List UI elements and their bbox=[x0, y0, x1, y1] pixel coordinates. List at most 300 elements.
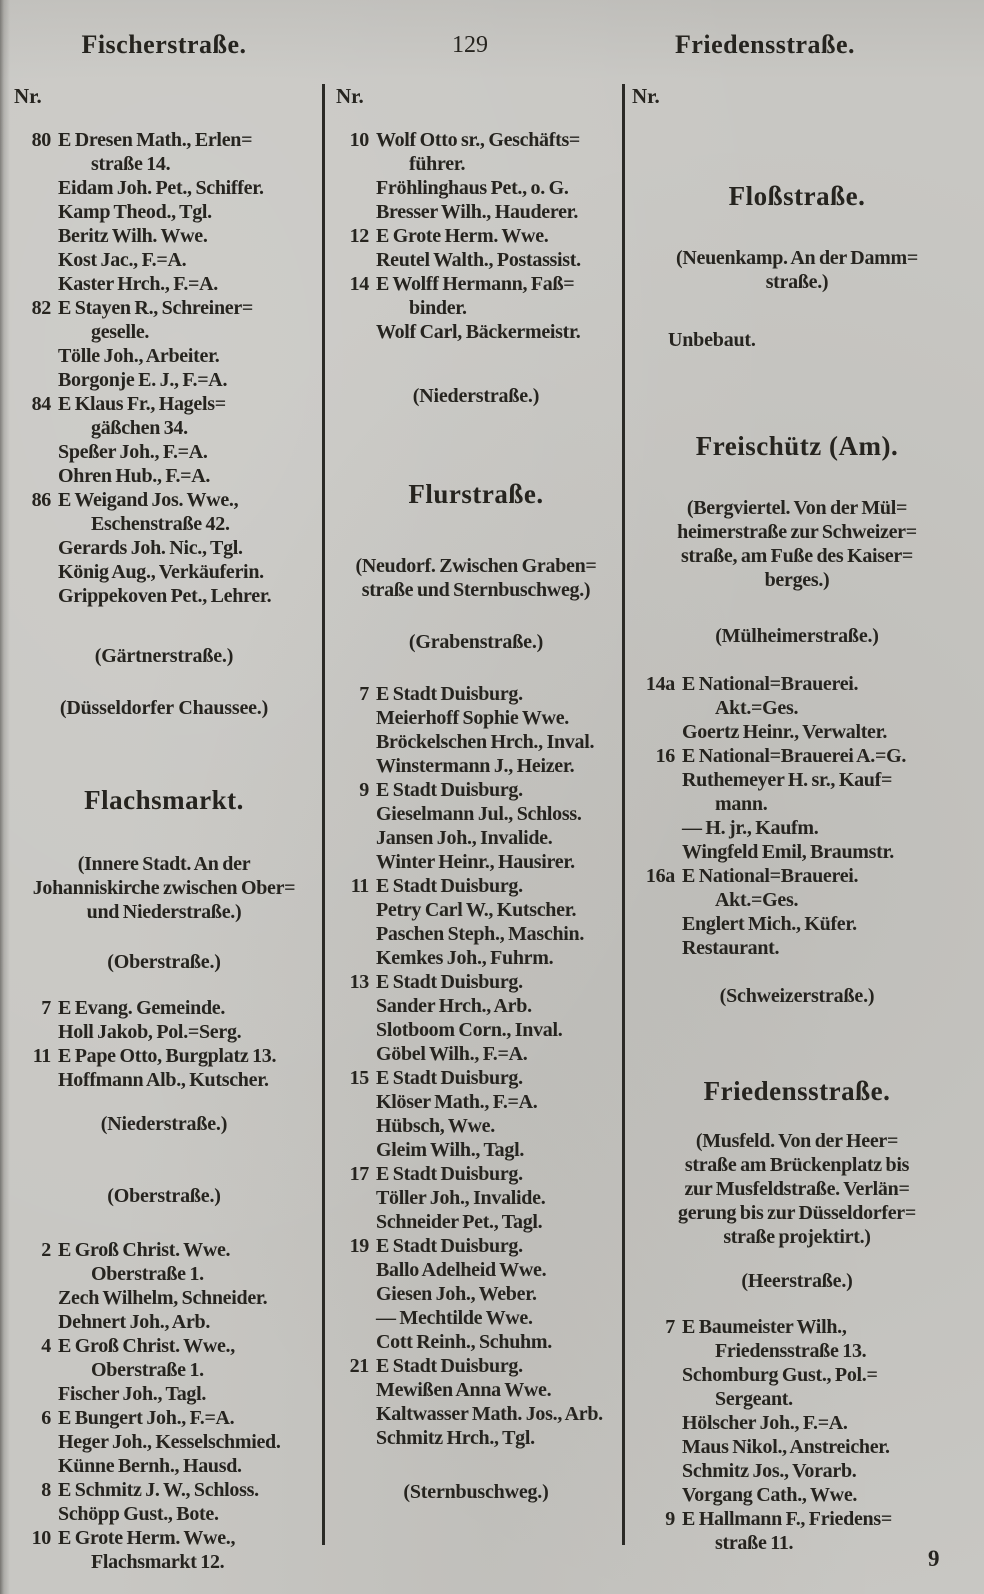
entry-row bbox=[14, 248, 314, 272]
cross-street-note: (Schweizerstraße.) bbox=[719, 985, 875, 1007]
entry-row bbox=[336, 320, 616, 344]
entry-row bbox=[14, 1550, 314, 1574]
entry-text: Kaster Hrch., F.=A. bbox=[58, 273, 218, 295]
entry-number bbox=[14, 224, 58, 248]
entry-text: E Stadt Duisburg. bbox=[376, 779, 523, 801]
entry-row bbox=[336, 826, 616, 850]
entry-number bbox=[632, 888, 682, 912]
cross-street-note: (Düsseldorfer Chaussee.) bbox=[59, 697, 269, 719]
entry-number bbox=[632, 912, 682, 936]
entry-number: 21 bbox=[349, 1355, 369, 1377]
entry-row bbox=[336, 1018, 616, 1042]
entry-row bbox=[14, 488, 314, 512]
entry-row bbox=[632, 912, 962, 936]
entry-number bbox=[632, 792, 682, 816]
entry-text: E Stadt Duisburg. bbox=[376, 1235, 523, 1257]
entry-text: Künne Bernh., Hausd. bbox=[58, 1455, 242, 1477]
entry-row bbox=[632, 744, 962, 768]
district-note-line: heimerstraße zur Schweizer= bbox=[677, 521, 917, 543]
district-note-line: (Innere Stadt. An der bbox=[77, 853, 251, 875]
running-head-right: Friedensstraße. bbox=[674, 30, 856, 59]
entry-number: 7 bbox=[41, 997, 51, 1019]
entry-number bbox=[336, 1210, 376, 1234]
entry-text: Tölle Joh., Arbeiter. bbox=[58, 345, 220, 367]
entry-row bbox=[14, 200, 314, 224]
entry-text: E Stadt Duisburg. bbox=[376, 971, 523, 993]
entry-number bbox=[336, 1306, 376, 1330]
entry-number bbox=[336, 922, 376, 946]
entry-text: Bröckelschen Hrch., Inval. bbox=[376, 731, 595, 753]
entry-number bbox=[632, 816, 682, 840]
entry-text: Paschen Steph., Maschin. bbox=[376, 923, 585, 945]
entry-text: Schöpp Gust., Bote. bbox=[58, 1503, 219, 1525]
entry-number bbox=[14, 512, 58, 536]
entry-number bbox=[336, 754, 376, 778]
entry-row bbox=[336, 1426, 616, 1450]
entry-row bbox=[14, 296, 314, 320]
entry-row bbox=[632, 864, 962, 888]
entry-text: Gleim Wilh., Tagl. bbox=[376, 1139, 525, 1161]
entry-row bbox=[632, 720, 962, 744]
entry-text: Ruthemeyer H. sr., Kauf= bbox=[682, 769, 893, 791]
district-note-line: (Neudorf. Zwischen Graben= bbox=[355, 555, 597, 577]
entry-number bbox=[336, 730, 376, 754]
district-note bbox=[632, 1129, 962, 1249]
vacant-note: Unbebaut. bbox=[668, 329, 756, 351]
entry-row bbox=[632, 888, 962, 912]
entry-row bbox=[14, 440, 314, 464]
district-note-line: Johanniskirche zwischen Ober= bbox=[32, 877, 296, 899]
entry-number: 16 bbox=[655, 745, 675, 767]
entry-number bbox=[14, 1382, 58, 1406]
entry-text: E Klaus Fr., Hagels= bbox=[58, 393, 226, 415]
entry-row bbox=[14, 1286, 314, 1310]
cross-street-note: (Heerstraße.) bbox=[741, 1270, 853, 1292]
entry-text: E Stadt Duisburg. bbox=[376, 1067, 523, 1089]
entry-text: Vorgang Cath., Wwe. bbox=[682, 1484, 858, 1506]
entry-row bbox=[14, 1310, 314, 1334]
entry-text: Eschenstraße 42. bbox=[91, 513, 230, 535]
entry-number: 80 bbox=[31, 129, 51, 151]
entry-row bbox=[632, 1411, 962, 1435]
entry-number bbox=[14, 1430, 58, 1454]
entry-row bbox=[632, 1387, 962, 1411]
entry-text: Sergeant. bbox=[715, 1388, 793, 1410]
entry-row bbox=[336, 706, 616, 730]
entry-number bbox=[336, 1114, 376, 1138]
nr-column-label: Nr. bbox=[14, 84, 42, 108]
entry-number: 14 bbox=[349, 273, 369, 295]
entry-text: Borgonje E. J., F.=A. bbox=[58, 369, 228, 391]
entry-list bbox=[14, 1238, 314, 1574]
cross-street-note: (Niederstraße.) bbox=[100, 1113, 228, 1135]
entry-number: 7 bbox=[665, 1316, 675, 1338]
entry-number bbox=[14, 1358, 58, 1382]
entry-number bbox=[336, 1090, 376, 1114]
entry-text: Schmitz Hrch., Tgl. bbox=[376, 1427, 535, 1449]
entry-text: Töller Joh., Invalide. bbox=[376, 1187, 546, 1209]
column-rule-right bbox=[622, 84, 625, 1545]
entry-text: Winstermann J., Heizer. bbox=[376, 755, 575, 777]
entry-row bbox=[336, 802, 616, 826]
signature-mark: 9 bbox=[928, 1546, 940, 1571]
entry-row bbox=[336, 1258, 616, 1282]
entry-number bbox=[336, 1402, 376, 1426]
entry-row bbox=[336, 970, 616, 994]
entry-row bbox=[632, 1459, 962, 1483]
entry-row bbox=[336, 176, 616, 200]
entry-row bbox=[336, 1282, 616, 1306]
entry-number: 17 bbox=[349, 1163, 369, 1185]
entry-number bbox=[632, 696, 682, 720]
entry-text: binder. bbox=[409, 297, 467, 319]
district-note bbox=[14, 852, 314, 924]
entry-row bbox=[336, 682, 616, 706]
entry-number bbox=[14, 1068, 58, 1092]
entry-row bbox=[14, 224, 314, 248]
entry-row bbox=[336, 128, 616, 152]
entry-text: Beritz Wilh. Wwe. bbox=[58, 225, 208, 247]
entry-text: straße 14. bbox=[91, 153, 171, 175]
entry-number: 11 bbox=[350, 875, 369, 897]
entry-text: Slotboom Corn., Inval. bbox=[376, 1019, 563, 1041]
entry-text: Sander Hrch., Arb. bbox=[376, 995, 532, 1017]
entry-row bbox=[14, 176, 314, 200]
entry-text: mann. bbox=[715, 793, 768, 815]
entry-text: E Wolff Hermann, Faß= bbox=[376, 273, 575, 295]
entry-text: gäßchen 34. bbox=[91, 417, 188, 439]
entry-text: Eidam Joh. Pet., Schiffer. bbox=[58, 177, 264, 199]
entry-number bbox=[14, 1550, 58, 1574]
entry-row bbox=[14, 392, 314, 416]
entry-text: Englert Mich., Küfer. bbox=[682, 913, 857, 935]
entry-row bbox=[336, 248, 616, 272]
entry-text: E National=Brauerei A.=G. bbox=[682, 745, 907, 767]
entry-text: straße 11. bbox=[715, 1532, 794, 1554]
entry-text: Gerards Joh. Nic., Tgl. bbox=[58, 537, 243, 559]
entry-row bbox=[336, 1210, 616, 1234]
entry-number bbox=[14, 176, 58, 200]
entry-text: Ballo Adelheid Wwe. bbox=[376, 1259, 547, 1281]
nr-column-label: Nr. bbox=[632, 84, 660, 108]
entry-row bbox=[632, 840, 962, 864]
column-friedensstrasse bbox=[632, 84, 962, 1555]
entry-row bbox=[14, 1238, 314, 1262]
entry-row bbox=[336, 1330, 616, 1354]
column-rule-left bbox=[322, 84, 325, 1545]
district-note bbox=[336, 554, 616, 602]
entry-text: Cott Reinh., Schuhm. bbox=[376, 1331, 552, 1353]
entry-text: Hübsch, Wwe. bbox=[376, 1115, 495, 1137]
entry-text: Bresser Wilh., Hauderer. bbox=[376, 201, 579, 223]
entry-text: Fröhlinghaus Pet., o. G. bbox=[376, 177, 569, 199]
entry-number bbox=[632, 1459, 682, 1483]
entry-list bbox=[632, 1315, 962, 1555]
entry-number bbox=[14, 320, 58, 344]
entry-number bbox=[632, 720, 682, 744]
district-note-line: gerung bis zur Düsseldorfer= bbox=[678, 1202, 916, 1224]
entry-number bbox=[336, 200, 376, 224]
entry-text: E Weigand Jos. Wwe., bbox=[58, 489, 239, 511]
entry-row bbox=[336, 200, 616, 224]
entry-number bbox=[14, 440, 58, 464]
entry-row bbox=[14, 1068, 314, 1092]
entry-text: Petry Carl W., Kutscher. bbox=[376, 899, 577, 921]
entry-number bbox=[14, 464, 58, 488]
entry-number bbox=[14, 1310, 58, 1334]
entry-row bbox=[336, 778, 616, 802]
entry-number bbox=[14, 584, 58, 608]
district-note-line: berges.) bbox=[764, 569, 830, 591]
entry-row bbox=[14, 996, 314, 1020]
entry-row bbox=[14, 464, 314, 488]
entry-row bbox=[336, 224, 616, 248]
cross-street-note: (Oberstraße.) bbox=[107, 951, 221, 973]
entry-row bbox=[336, 946, 616, 970]
entry-text: Akt.=Ges. bbox=[715, 889, 799, 911]
entry-number bbox=[14, 1286, 58, 1310]
entry-row bbox=[632, 792, 962, 816]
entry-row bbox=[632, 1531, 962, 1555]
entry-number bbox=[336, 296, 376, 320]
entry-number bbox=[336, 248, 376, 272]
entry-text: E Schmitz J. W., Schloss. bbox=[58, 1479, 259, 1501]
entry-number bbox=[336, 1018, 376, 1042]
entry-row bbox=[632, 1507, 962, 1531]
entry-number bbox=[14, 560, 58, 584]
entry-number: 84 bbox=[31, 393, 51, 415]
entry-number bbox=[14, 1502, 58, 1526]
entry-text: E National=Brauerei. bbox=[682, 865, 859, 887]
entry-number bbox=[632, 936, 682, 960]
entry-text: E Stayen R., Schreiner= bbox=[58, 297, 254, 319]
entry-row bbox=[632, 936, 962, 960]
district-note-line: (Bergviertel. Von der Mül= bbox=[686, 497, 908, 519]
entry-row bbox=[14, 560, 314, 584]
entry-text: Fischer Joh., Tagl. bbox=[58, 1383, 207, 1405]
entry-row bbox=[336, 874, 616, 898]
entry-number bbox=[336, 1426, 376, 1450]
entry-number bbox=[336, 1330, 376, 1354]
district-note-line: und Niederstraße.) bbox=[86, 901, 242, 923]
entry-row bbox=[14, 1430, 314, 1454]
cross-street-note: (Mülheimerstraße.) bbox=[715, 625, 879, 647]
entry-row bbox=[14, 512, 314, 536]
entry-row bbox=[336, 922, 616, 946]
entry-number bbox=[632, 1531, 682, 1555]
entry-text: E Baumeister Wilh., bbox=[682, 1316, 847, 1338]
entry-row bbox=[632, 1435, 962, 1459]
entry-row bbox=[14, 320, 314, 344]
entry-number bbox=[632, 1339, 682, 1363]
district-note-line: straße projektirt.) bbox=[723, 1226, 871, 1248]
entry-number: 14a bbox=[645, 673, 675, 695]
entry-text: Kost Jac., F.=A. bbox=[58, 249, 187, 271]
entry-text: Gieselmann Jul., Schloss. bbox=[376, 803, 582, 825]
entry-row bbox=[336, 994, 616, 1018]
entry-text: E Stadt Duisburg. bbox=[376, 875, 523, 897]
entry-number bbox=[336, 1042, 376, 1066]
entry-row bbox=[632, 768, 962, 792]
entry-text: Kamp Theod., Tgl. bbox=[58, 201, 212, 223]
entry-number bbox=[336, 1186, 376, 1210]
entry-text: Meierhoff Sophie Wwe. bbox=[376, 707, 569, 729]
entry-row bbox=[14, 344, 314, 368]
entry-text: Ohren Hub., F.=A. bbox=[58, 465, 211, 487]
entry-number bbox=[14, 1454, 58, 1478]
entry-number: 13 bbox=[349, 971, 369, 993]
entry-text: E Pape Otto, Burgplatz 13. bbox=[58, 1045, 277, 1067]
street-section-heading: Freischütz (Am). bbox=[695, 431, 899, 461]
entry-list bbox=[14, 996, 314, 1092]
entry-row bbox=[336, 1186, 616, 1210]
entry-row bbox=[336, 1234, 616, 1258]
entry-number bbox=[632, 1387, 682, 1411]
entry-number bbox=[336, 1378, 376, 1402]
entry-number: 11 bbox=[32, 1045, 51, 1067]
entry-number bbox=[14, 1262, 58, 1286]
entry-row bbox=[632, 1315, 962, 1339]
district-note-line: (Musfeld. Von der Heer= bbox=[695, 1130, 899, 1152]
entry-text: E Bungert Joh., F.=A. bbox=[58, 1407, 235, 1429]
entry-text: Winter Heinr., Hausirer. bbox=[376, 851, 575, 873]
entry-number bbox=[14, 152, 58, 176]
entry-number: 2 bbox=[41, 1239, 51, 1261]
entry-number bbox=[632, 1435, 682, 1459]
entry-text: Friedensstraße 13. bbox=[715, 1340, 867, 1362]
entry-text: Reutel Walth., Postassist. bbox=[376, 249, 581, 271]
entry-text: E Groß Christ. Wwe., bbox=[58, 1335, 235, 1357]
entry-number: 12 bbox=[349, 225, 369, 247]
entry-number bbox=[14, 272, 58, 296]
street-section-heading: Friedensstraße. bbox=[703, 1076, 891, 1106]
entry-text: Hölscher Joh., F.=A. bbox=[682, 1412, 848, 1434]
entry-text: Schmitz Jos., Vorarb. bbox=[682, 1460, 857, 1482]
entry-number: 19 bbox=[349, 1235, 369, 1257]
district-note-line: straße am Brückenplatz bis bbox=[684, 1154, 910, 1176]
entry-row bbox=[336, 272, 616, 296]
entry-number: 86 bbox=[31, 489, 51, 511]
entry-text: Schomburg Gust., Pol.= bbox=[682, 1364, 878, 1386]
entry-row bbox=[336, 296, 616, 320]
entry-list bbox=[336, 128, 616, 344]
entry-number: 7 bbox=[359, 683, 369, 705]
entry-text: Oberstraße 1. bbox=[91, 1359, 204, 1381]
entry-number: 15 bbox=[349, 1067, 369, 1089]
entry-text: Speßer Joh., F.=A. bbox=[58, 441, 208, 463]
entry-row bbox=[336, 1162, 616, 1186]
entry-row bbox=[632, 1483, 962, 1507]
entry-row bbox=[14, 368, 314, 392]
entry-number bbox=[14, 368, 58, 392]
cross-street-note: (Gärtnerstraße.) bbox=[94, 645, 234, 667]
street-section-heading: Floßstraße. bbox=[728, 181, 866, 211]
entry-row bbox=[632, 696, 962, 720]
entry-text: König Aug., Verkäuferin. bbox=[58, 561, 264, 583]
entry-list bbox=[632, 672, 962, 960]
entry-row bbox=[336, 1354, 616, 1378]
entry-row bbox=[336, 850, 616, 874]
entry-row bbox=[14, 1334, 314, 1358]
entry-number bbox=[336, 1138, 376, 1162]
entry-text: Jansen Joh., Invalide. bbox=[376, 827, 553, 849]
entry-row bbox=[632, 816, 962, 840]
entry-text: E Stadt Duisburg. bbox=[376, 1163, 523, 1185]
entry-text: führer. bbox=[409, 153, 466, 175]
entry-list bbox=[14, 128, 314, 608]
entry-number bbox=[336, 802, 376, 826]
entry-row bbox=[14, 1478, 314, 1502]
entry-text: Heger Joh., Kesselschmied. bbox=[58, 1431, 281, 1453]
entry-number bbox=[14, 416, 58, 440]
entry-number: 4 bbox=[41, 1335, 51, 1357]
entry-text: E Stadt Duisburg. bbox=[376, 1355, 523, 1377]
entry-text: Giesen Joh., Weber. bbox=[376, 1283, 537, 1305]
entry-row bbox=[14, 1526, 314, 1550]
entry-row bbox=[336, 1066, 616, 1090]
entry-row bbox=[336, 730, 616, 754]
entry-row bbox=[14, 128, 314, 152]
cross-street-note: (Sternbuschweg.) bbox=[403, 1481, 549, 1503]
entry-text: Grippekoven Pet., Lehrer. bbox=[58, 585, 272, 607]
entry-text: Akt.=Ges. bbox=[715, 697, 799, 719]
entry-text: Hoffmann Alb., Kutscher. bbox=[58, 1069, 269, 1091]
entry-number bbox=[632, 1411, 682, 1435]
entry-number bbox=[336, 850, 376, 874]
entry-row bbox=[336, 1306, 616, 1330]
district-note-line: (Neuenkamp. An der Damm= bbox=[676, 247, 918, 269]
entry-text: Kaltwasser Math. Jos., Arb. bbox=[376, 1403, 603, 1425]
entry-number bbox=[336, 946, 376, 970]
entry-text: Zech Wilhelm, Schneider. bbox=[58, 1287, 268, 1309]
running-head-left: Fischerstraße. bbox=[81, 30, 247, 59]
entry-row bbox=[14, 584, 314, 608]
entry-row bbox=[336, 1042, 616, 1066]
entry-number bbox=[336, 1258, 376, 1282]
district-note-line: straße, am Fuße des Kaiser= bbox=[680, 545, 914, 567]
cross-street-note: (Niederstraße.) bbox=[412, 385, 540, 407]
entry-text: Schneider Pet., Tagl. bbox=[376, 1211, 543, 1233]
entry-row bbox=[14, 1020, 314, 1044]
entry-row bbox=[14, 1406, 314, 1430]
district-note-line: straße und Sternbuschweg.) bbox=[361, 579, 591, 601]
entry-row bbox=[14, 1454, 314, 1478]
entry-number: 10 bbox=[31, 1527, 51, 1549]
entry-number bbox=[632, 768, 682, 792]
entry-text: E Grote Herm. Wwe. bbox=[376, 225, 549, 247]
entry-number bbox=[14, 536, 58, 560]
entry-row bbox=[632, 1363, 962, 1387]
district-note-line: straße.) bbox=[765, 271, 829, 293]
nr-column-label: Nr. bbox=[336, 84, 364, 108]
cross-street-note: (Grabenstraße.) bbox=[408, 631, 544, 653]
entry-number: 16a bbox=[645, 865, 675, 887]
entry-text: Göbel Wilh., F.=A. bbox=[376, 1043, 528, 1065]
entry-text: E National=Brauerei. bbox=[682, 673, 859, 695]
entry-number bbox=[14, 248, 58, 272]
entry-number bbox=[336, 1282, 376, 1306]
entry-row bbox=[336, 1138, 616, 1162]
entry-row bbox=[336, 1114, 616, 1138]
entry-row bbox=[632, 672, 962, 696]
entry-number bbox=[632, 1483, 682, 1507]
entry-row bbox=[14, 272, 314, 296]
entry-number: 9 bbox=[665, 1508, 675, 1530]
entry-number bbox=[14, 344, 58, 368]
entry-text: Flachsmarkt 12. bbox=[91, 1551, 225, 1573]
entry-text: Dehnert Joh., Arb. bbox=[58, 1311, 211, 1333]
entry-text: Holl Jakob, Pol.=Serg. bbox=[58, 1021, 242, 1043]
